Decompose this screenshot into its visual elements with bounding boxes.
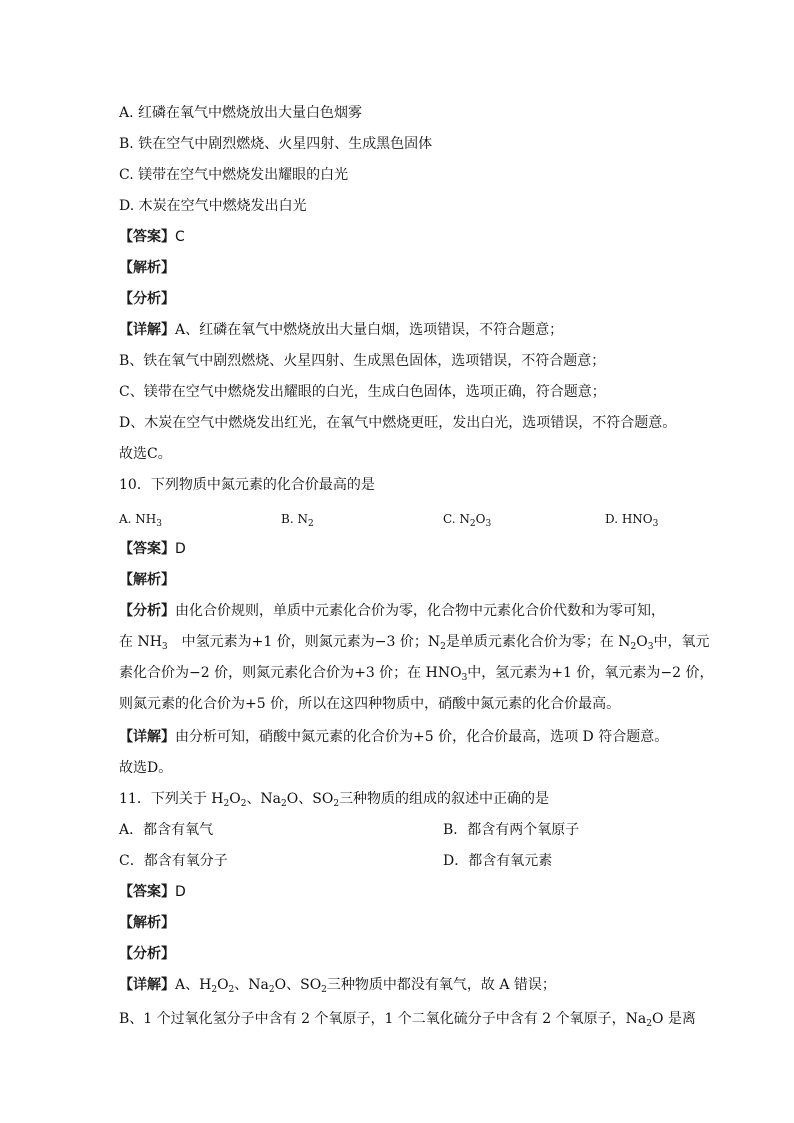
q10-xiangjie-text: 由分析可知，硝酸中氮元素的化合价为+5 价，化合价最高，选项 D 符合题意。 — [175, 729, 669, 745]
q9-jiexi-label — [119, 259, 175, 277]
fenxi-label: 【分析】 — [119, 603, 175, 619]
answer-label: 【答案】 — [119, 884, 175, 900]
q11-xiangjie-line: 【详解】A、$H_2O_2$、$Na_2O$、$SO_2$三种物质中都没有氧气，故 A 错误； — [119, 977, 556, 995]
q11-option-c: C．都含有氧分子 — [119, 853, 228, 869]
xiangjie-label: 【详解】 — [119, 729, 175, 745]
q9-answer-line — [119, 228, 185, 246]
fenxi-label: 【分析】 — [119, 291, 175, 307]
q11-fenxi-label — [119, 945, 175, 963]
q9-conclusion: 故选C。 — [119, 446, 172, 462]
q9-option-a: A. 红磷在氧气中燃烧放出大量白色烟雾 — [119, 105, 363, 121]
jiexi-label: 【解析】 — [119, 572, 175, 588]
q11-answer-line — [119, 883, 186, 901]
q10-option-b: B. $N_2$ — [281, 512, 314, 529]
q9-answer-value: C — [175, 229, 185, 245]
q10-stem: 10．下列物质中氮元素的化合价最高的是 — [119, 477, 375, 493]
q10-conclusion: 故选D。 — [119, 760, 173, 776]
q10-option-d: D. $HNO_3$ — [605, 512, 659, 529]
jiexi-label: 【解析】 — [119, 915, 175, 931]
q10-answer-line — [119, 540, 186, 558]
q10-jiexi-label — [119, 571, 175, 589]
q9-detail-b: B、铁在氧气中剧烈燃烧、火星四射、生成黑色固体，选项错误，不符合题意； — [119, 353, 606, 369]
q11-option-d: D．都含有氧元素 — [443, 853, 553, 869]
q10-answer-value: D — [175, 541, 186, 557]
q10-fenxi-line2: 在 $NH_3$ 中氢元素为+1 价，则氮元素为−3 价；$N_2$是单质元素化合价为零；在 $N_2O_3$中，氧元 — [119, 634, 710, 652]
q9-fenxi-label — [119, 290, 175, 308]
q10-option-c: C. $N_2O_3$ — [443, 512, 492, 529]
q11-option-b: B．都含有两个氧原子 — [443, 822, 580, 838]
q9-option-b: B. 铁在空气中剧烈燃烧、火星四射、生成黑色固体 — [119, 136, 433, 152]
q11-detail-b: B、1 个过氧化氢分子中含有 2 个氧原子，1 个二氧化硫分子中含有 2 个氧原子，$Na_2O$ 是离 — [119, 1011, 696, 1029]
q9-detail-a: A、红磷在氧气中燃烧放出大量白烟，选项错误，不符合题意； — [175, 322, 564, 338]
jiexi-label: 【解析】 — [119, 260, 175, 276]
q11-option-a: A．都含有氧气 — [119, 822, 214, 838]
fenxi-label: 【分析】 — [119, 946, 175, 962]
q11-jiexi-label — [119, 914, 175, 932]
q9-detail-d: D、木炭在空气中燃烧发出红光，在氧气中燃烧更旺，发出白光，选项错误，不符合题意。 — [119, 415, 677, 431]
q10-fenxi-line4: 则氮元素的化合价为+5 价，所以在这四种物质中，硝酸中氮元素的化合价最高。 — [119, 696, 621, 712]
q10-xiangjie-line — [119, 728, 668, 746]
xiangjie-label: 【详解】 — [119, 322, 175, 338]
answer-label: 【答案】 — [119, 541, 175, 557]
q9-detail-c: C、镁带在空气中燃烧发出耀眼的白光，生成白色固体，选项正确，符合题意； — [119, 384, 606, 400]
q9-option-c: C. 镁带在空气中燃烧发出耀眼的白光 — [119, 167, 349, 183]
q10-fenxi-text1: 由化合价规则，单质中元素化合价为零，化合物中元素化合价代数和为零可知， — [175, 603, 665, 619]
q11-answer-value: D — [175, 884, 186, 900]
q10-fenxi-line3: 素化合价为−2 价，则氮元素化合价为+3 价；在 $HNO_3$中，氢元素为+1 价，氧元素为−2 价， — [119, 665, 714, 683]
q10-option-a: A. $NH_3$ — [119, 512, 162, 529]
answer-label: 【答案】 — [119, 229, 175, 245]
q9-xiangjie-line — [119, 321, 563, 339]
q11-stem: 11．下列关于 $H_2O_2$、$Na_2O$、$SO_2$三种物质的组成的叙述中正确的是 — [119, 791, 550, 809]
xiangjie-label: 【详解】 — [119, 977, 175, 993]
q10-fenxi-line1 — [119, 602, 665, 620]
q9-option-d: D. 木炭在空气中燃烧发出白光 — [119, 198, 307, 214]
